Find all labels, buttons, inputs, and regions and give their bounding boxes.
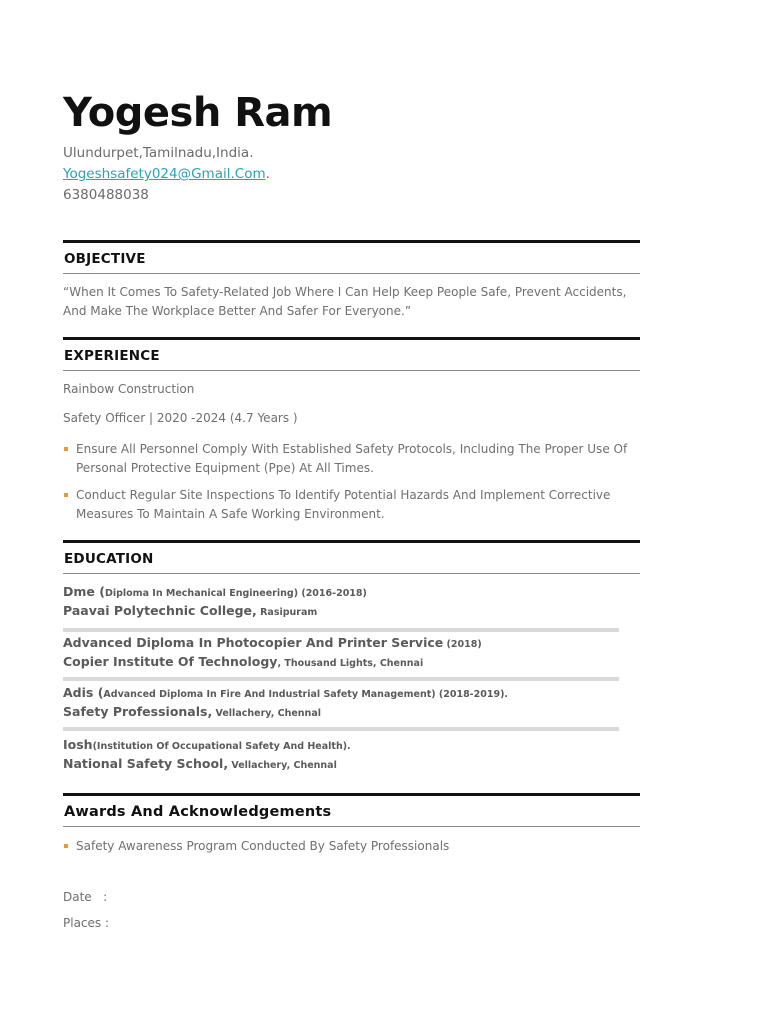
bullet-square-icon (64, 493, 68, 497)
education-degree: Iosh (63, 737, 93, 752)
section-rule-thin (63, 370, 640, 371)
bullet-square-icon (64, 447, 68, 451)
list-item (63, 837, 628, 856)
education-school-name: Copier Institute Of Technology (63, 654, 278, 669)
section-rule-thin (63, 826, 640, 827)
section-rule-thin (63, 273, 640, 274)
education-title (63, 737, 623, 752)
experience-company: Rainbow Construction (63, 382, 195, 396)
education-school-location: Vellachery, Chennal (212, 708, 321, 719)
section-rule-thin (63, 573, 640, 574)
education-degree: Adis ( (63, 685, 104, 700)
awards-bullet-list (63, 837, 628, 856)
email-line (63, 164, 270, 185)
objective-heading: OBJECTIVE (64, 251, 146, 267)
education-item (63, 584, 623, 618)
date-label: Date : (63, 890, 108, 904)
education-school-location: Vellachery, Chennal (228, 760, 337, 771)
contact-block (63, 143, 270, 206)
list-item (63, 486, 628, 524)
candidate-name: Yogesh Ram (63, 90, 333, 136)
education-school (63, 603, 623, 618)
education-years: (2016-2018) (298, 588, 367, 599)
education-item (63, 737, 623, 771)
education-item (63, 685, 623, 719)
education-years: (2018-2019). (435, 689, 509, 700)
list-item (63, 440, 628, 478)
education-school-location: Rasipuram (256, 607, 318, 618)
bullet-text: Ensure All Personnel Comply With Established Safety Protocols, Including The Proper Use Of Personal Protective Equipment (Ppe) At All Times. (76, 442, 628, 475)
education-divider (63, 628, 619, 632)
location-text: Ulundurpet,Tamilnadu,India. (63, 145, 254, 161)
bullet-square-icon (64, 844, 68, 848)
education-school (63, 704, 623, 719)
email-link[interactable]: Yogeshsafety024@Gmail.Com (63, 166, 266, 182)
phone-text: 6380488038 (63, 187, 149, 203)
places-label: Places : (63, 916, 110, 930)
education-item (63, 635, 623, 669)
objective-section-header (63, 240, 640, 274)
experience-role: Safety Officer | 2020 -2024 (4.7 Years ) (63, 411, 298, 425)
email-suffix: . (265, 166, 270, 182)
experience-bullet-list (63, 486, 628, 524)
education-school-name: National Safety School, (63, 756, 229, 771)
education-school-name: Safety Professionals, (63, 704, 213, 719)
education-section-header (63, 540, 640, 574)
education-school-name: Paavai Polytechnic College, (63, 603, 257, 618)
education-title (63, 584, 623, 599)
education-divider (63, 727, 619, 731)
education-degree: Dme ( (63, 584, 105, 599)
education-years: (2018) (443, 639, 482, 650)
education-degree-detail: (Institution Of Occupational Safety And Health). (92, 741, 351, 752)
education-divider (63, 677, 619, 681)
experience-bullet-list (63, 440, 628, 478)
education-title (63, 685, 623, 700)
bullet-text: Safety Awareness Program Conducted By Safety Professionals (76, 839, 450, 853)
experience-section-header (63, 337, 640, 371)
education-title (63, 635, 623, 650)
education-school-location: , Thousand Lights, Chennai (277, 658, 424, 669)
objective-text: “When It Comes To Safety-Related Job Where I Can Help Keep People Safe, Prevent Accidents, And Make The Workplace Better And Safer For Everyone.” (63, 285, 627, 318)
awards-heading: Awards And Acknowledgements (64, 804, 332, 820)
bullet-text: Conduct Regular Site Inspections To Identify Potential Hazards And Implement Corrective Measures To Maintain A Safe Working Environment. (76, 488, 611, 521)
education-degree: Advanced Diploma In Photocopier And Printer Service (63, 635, 444, 650)
education-degree-detail: Diploma In Mechanical Engineering) (104, 588, 299, 599)
education-school (63, 654, 623, 669)
experience-heading: EXPERIENCE (64, 348, 160, 364)
education-degree-detail: Advanced Diploma In Fire And Industrial Safety Management) (103, 689, 436, 700)
education-heading: EDUCATION (64, 551, 154, 567)
awards-section-header (63, 793, 640, 827)
education-school (63, 756, 623, 771)
